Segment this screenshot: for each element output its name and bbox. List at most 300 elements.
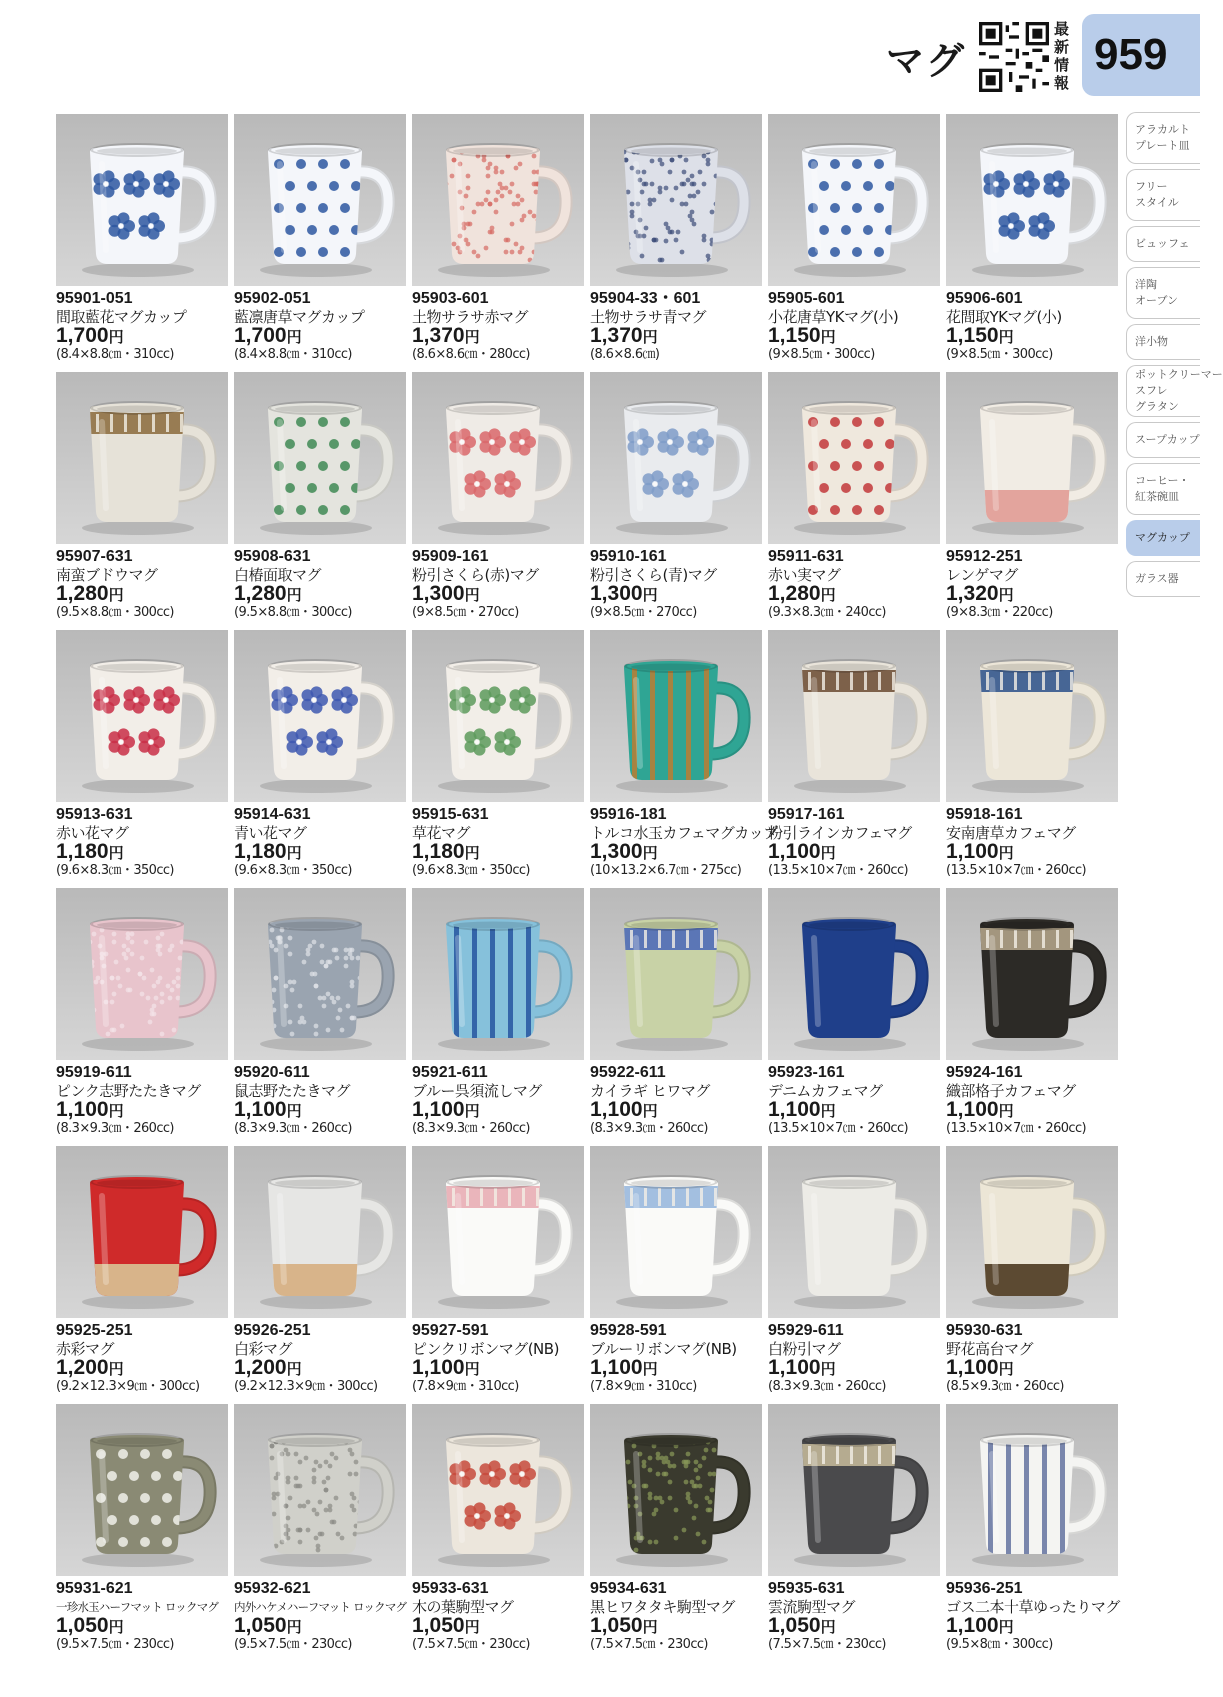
price-value: 1,100 <box>768 1356 821 1379</box>
product-card[interactable] <box>768 372 940 621</box>
price-currency: 円 <box>998 1360 1014 1378</box>
price-currency: 円 <box>464 328 480 346</box>
product-spec: (8.3×9.3㎝・260cc) <box>234 1121 352 1136</box>
product-name: ブルー呉須流しマグ <box>412 1082 542 1100</box>
product-spec: (9.2×12.3×9㎝・300cc) <box>56 1379 200 1394</box>
price-value: 1,100 <box>946 1098 999 1121</box>
product-card[interactable] <box>946 1146 1118 1395</box>
product-price <box>412 326 584 347</box>
product-price <box>234 1616 406 1637</box>
product-card[interactable] <box>946 888 1118 1137</box>
product-spec: (13.5×10×7㎝・260cc) <box>768 1121 908 1136</box>
product-spec: (9.6×8.3㎝・350cc) <box>56 863 174 878</box>
price-currency: 円 <box>464 1618 480 1636</box>
side-tab[interactable] <box>1126 561 1200 597</box>
price-value: 1,100 <box>946 1614 999 1637</box>
price-currency: 円 <box>998 586 1014 604</box>
product-spec: (8.3×9.3㎝・260cc) <box>590 1121 708 1136</box>
product-spec: (8.3×9.3㎝・260cc) <box>768 1379 886 1394</box>
product-photo[interactable] <box>234 1146 406 1318</box>
price-currency: 円 <box>998 328 1014 346</box>
product-price <box>234 1100 406 1121</box>
side-tab[interactable] <box>1126 520 1200 556</box>
side-tab-label: オーブン <box>1135 294 1179 307</box>
product-price <box>946 1358 1118 1379</box>
product-code: 95915-631 <box>412 806 489 823</box>
price-value: 1,100 <box>946 840 999 863</box>
product-name: トルコ水玉カフェマグカップ <box>590 824 778 842</box>
product-name: 粉引さくら(赤)マグ <box>412 566 539 584</box>
product-card[interactable] <box>412 630 584 879</box>
product-price <box>412 1616 584 1637</box>
product-photo[interactable] <box>234 372 406 544</box>
product-photo[interactable] <box>590 630 762 802</box>
side-tab[interactable] <box>1126 365 1223 417</box>
product-spec: (8.6×8.6㎝) <box>590 347 660 362</box>
product-card[interactable] <box>56 114 228 363</box>
product-name: 土物サラサ赤マグ <box>412 308 529 326</box>
product-photo[interactable] <box>590 1404 762 1576</box>
product-card[interactable] <box>946 372 1118 621</box>
side-tab-label: 洋小物 <box>1135 335 1168 348</box>
product-price <box>768 1358 940 1379</box>
product-card[interactable] <box>234 630 406 879</box>
price-currency: 円 <box>464 844 480 862</box>
price-value: 1,700 <box>56 324 109 347</box>
product-spec: (7.5×7.5㎝・230cc) <box>768 1637 886 1652</box>
product-photo[interactable] <box>590 888 762 1060</box>
product-photo[interactable] <box>768 1146 940 1318</box>
side-tab-label: スープカップ <box>1135 433 1200 446</box>
product-name: 安南唐草カフェマグ <box>946 824 1076 842</box>
product-spec: (8.3×9.3㎝・260cc) <box>56 1121 174 1136</box>
product-code: 95917-161 <box>768 806 845 823</box>
product-code: 95936-251 <box>946 1580 1023 1597</box>
price-currency: 円 <box>998 844 1014 862</box>
product-code: 95924-161 <box>946 1064 1023 1081</box>
product-photo[interactable] <box>946 114 1118 286</box>
product-name: 小花唐草YKマグ(小) <box>768 308 899 326</box>
product-code: 95925-251 <box>56 1322 133 1339</box>
product-spec: (9×8.5㎝・270cc) <box>590 605 697 620</box>
product-code: 95911-631 <box>768 548 844 565</box>
price-currency: 円 <box>108 1360 124 1378</box>
product-card[interactable] <box>234 888 406 1137</box>
product-price <box>412 1358 584 1379</box>
product-photo[interactable] <box>946 1404 1118 1576</box>
product-price <box>56 1358 228 1379</box>
product-photo[interactable] <box>56 372 228 544</box>
product-price <box>946 326 1118 347</box>
qr-code-icon[interactable] <box>979 22 1049 92</box>
product-photo[interactable] <box>768 1404 940 1576</box>
product-spec: (8.6×8.6㎝・280cc) <box>412 347 530 362</box>
product-photo[interactable] <box>412 114 584 286</box>
side-tab-label: プレート皿 <box>1135 139 1190 152</box>
product-name: ピンク志野たたきマグ <box>56 1082 201 1100</box>
product-code: 95907-631 <box>56 548 133 565</box>
product-code: 95927-591 <box>412 1322 489 1339</box>
product-spec: (7.5×7.5㎝・230cc) <box>412 1637 530 1652</box>
product-card[interactable] <box>590 888 762 1137</box>
product-photo[interactable] <box>412 372 584 544</box>
price-currency: 円 <box>286 328 302 346</box>
page-number: 959 <box>1094 30 1168 79</box>
price-currency: 円 <box>464 1360 480 1378</box>
product-price <box>234 584 406 605</box>
product-spec: (9.5×8㎝・300cc) <box>946 1637 1053 1652</box>
product-photo[interactable] <box>590 372 762 544</box>
product-photo[interactable] <box>56 1404 228 1576</box>
side-tab-label: ガラス器 <box>1135 572 1179 585</box>
price-currency: 円 <box>286 1102 302 1120</box>
product-price <box>590 1358 762 1379</box>
price-currency: 円 <box>820 1102 836 1120</box>
product-code: 95922-611 <box>590 1064 666 1081</box>
side-tab-label: スタイル <box>1135 196 1179 209</box>
product-name: 間取藍花マグカップ <box>56 308 187 326</box>
price-value: 1,050 <box>590 1614 643 1637</box>
product-photo[interactable] <box>768 630 940 802</box>
product-card[interactable] <box>590 1404 762 1653</box>
product-card[interactable] <box>590 630 778 879</box>
product-code: 95902-051 <box>234 290 311 307</box>
price-currency: 円 <box>642 328 658 346</box>
price-value: 1,100 <box>590 1356 643 1379</box>
price-value: 1,100 <box>590 1098 643 1121</box>
product-card[interactable] <box>412 372 584 621</box>
product-photo[interactable] <box>768 372 940 544</box>
product-name: 織部格子カフェマグ <box>946 1082 1076 1100</box>
product-spec: (9.5×8.8㎝・300cc) <box>234 605 352 620</box>
product-price <box>946 1616 1118 1637</box>
side-tab[interactable] <box>1126 267 1200 319</box>
product-photo[interactable] <box>412 630 584 802</box>
price-currency: 円 <box>286 1360 302 1378</box>
product-code: 95913-631 <box>56 806 133 823</box>
product-name: 雲流駒型マグ <box>768 1598 856 1616</box>
side-tab-label: コーヒー・ <box>1135 474 1190 487</box>
side-tab-label: 洋陶 <box>1135 278 1157 291</box>
price-currency: 円 <box>820 1618 836 1636</box>
product-card[interactable] <box>412 114 584 363</box>
product-name: 野花高台マグ <box>946 1340 1034 1358</box>
product-price <box>234 842 406 863</box>
product-photo[interactable] <box>56 630 228 802</box>
product-name: 青い花マグ <box>234 824 307 842</box>
product-name: 一珍水玉ハーフマット ロックマグ <box>56 1600 219 1614</box>
product-card[interactable] <box>768 888 940 1137</box>
product-card[interactable] <box>946 114 1118 363</box>
price-value: 1,370 <box>412 324 465 347</box>
product-price <box>768 326 940 347</box>
product-code: 95935-631 <box>768 1580 845 1597</box>
price-currency: 円 <box>464 586 480 604</box>
product-photo[interactable] <box>946 372 1118 544</box>
product-code: 95901-051 <box>56 290 133 307</box>
side-tab-label: ポットクリーマー <box>1135 368 1223 381</box>
product-spec: (9.5×8.8㎝・300cc) <box>56 605 174 620</box>
product-photo[interactable] <box>56 888 228 1060</box>
price-currency: 円 <box>108 1618 124 1636</box>
price-value: 1,320 <box>946 582 999 605</box>
price-value: 1,050 <box>234 1614 287 1637</box>
product-price <box>946 584 1118 605</box>
side-tab-label: スフレ <box>1135 384 1168 397</box>
product-spec: (9.2×12.3×9㎝・300cc) <box>234 1379 378 1394</box>
product-price <box>412 1100 584 1121</box>
product-code: 95926-251 <box>234 1322 311 1339</box>
product-price <box>768 842 940 863</box>
product-card[interactable] <box>234 114 406 363</box>
product-code: 95918-161 <box>946 806 1023 823</box>
price-currency: 円 <box>998 1618 1014 1636</box>
price-currency: 円 <box>820 1360 836 1378</box>
side-tab[interactable] <box>1126 463 1200 515</box>
product-price <box>946 842 1118 863</box>
product-photo[interactable] <box>412 888 584 1060</box>
product-card[interactable] <box>56 1404 228 1653</box>
price-value: 1,100 <box>768 1098 821 1121</box>
side-tab[interactable] <box>1126 169 1200 221</box>
product-price <box>590 1616 762 1637</box>
product-card[interactable] <box>412 888 584 1137</box>
product-name: デニムカフェマグ <box>768 1082 883 1100</box>
product-code: 95906-601 <box>946 290 1023 307</box>
price-value: 1,700 <box>234 324 287 347</box>
product-code: 95929-611 <box>768 1322 844 1339</box>
side-tab-label: アラカルト <box>1135 123 1190 136</box>
price-currency: 円 <box>642 844 658 862</box>
product-card[interactable] <box>768 1146 940 1395</box>
product-code: 95909-161 <box>412 548 489 565</box>
latest-info-label: 最 新 情 報 <box>1054 20 1070 92</box>
product-photo[interactable] <box>768 888 940 1060</box>
price-currency: 円 <box>642 1618 658 1636</box>
price-currency: 円 <box>108 586 124 604</box>
product-photo[interactable] <box>234 630 406 802</box>
price-value: 1,280 <box>234 582 287 605</box>
product-card[interactable] <box>946 1404 1118 1653</box>
price-value: 1,200 <box>234 1356 287 1379</box>
side-tab[interactable] <box>1126 112 1200 164</box>
product-card[interactable] <box>56 888 228 1137</box>
price-value: 1,100 <box>412 1098 465 1121</box>
product-card[interactable] <box>590 1146 762 1395</box>
price-value: 1,100 <box>768 840 821 863</box>
price-value: 1,180 <box>234 840 287 863</box>
product-photo[interactable] <box>56 114 228 286</box>
product-price <box>56 584 228 605</box>
page-title: マグ <box>886 38 967 83</box>
product-photo[interactable] <box>946 888 1118 1060</box>
price-value: 1,200 <box>56 1356 109 1379</box>
product-card[interactable] <box>56 1146 228 1395</box>
product-spec: (8.5×9.3㎝・260cc) <box>946 1379 1064 1394</box>
product-name: ゴス二本十草ゆったりマグ <box>946 1598 1120 1616</box>
product-code: 95919-611 <box>56 1064 132 1081</box>
product-card[interactable] <box>768 630 940 879</box>
price-value: 1,050 <box>412 1614 465 1637</box>
product-price <box>768 1100 940 1121</box>
side-tab[interactable] <box>1126 324 1200 360</box>
product-photo[interactable] <box>234 888 406 1060</box>
product-spec: (10×13.2×6.7㎝・275cc) <box>590 863 742 878</box>
price-value: 1,300 <box>412 582 465 605</box>
price-value: 1,280 <box>768 582 821 605</box>
product-code: 95930-631 <box>946 1322 1023 1339</box>
product-photo[interactable] <box>234 1404 406 1576</box>
price-currency: 円 <box>642 586 658 604</box>
product-name: 赤彩マグ <box>56 1340 115 1358</box>
product-code: 95928-591 <box>590 1322 667 1339</box>
product-photo[interactable] <box>412 1404 584 1576</box>
product-code: 95921-611 <box>412 1064 488 1081</box>
product-photo[interactable] <box>946 630 1118 802</box>
product-card[interactable] <box>412 1146 584 1395</box>
product-card[interactable] <box>590 372 762 621</box>
product-price <box>768 584 940 605</box>
product-card[interactable] <box>768 114 940 363</box>
price-value: 1,100 <box>412 1356 465 1379</box>
product-card[interactable] <box>56 372 228 621</box>
price-value: 1,050 <box>768 1614 821 1637</box>
product-card[interactable] <box>590 114 762 363</box>
product-code: 95912-251 <box>946 548 1023 565</box>
price-currency: 円 <box>286 1618 302 1636</box>
product-name: 粉引ラインカフェマグ <box>768 824 912 842</box>
product-photo[interactable] <box>590 114 762 286</box>
product-spec: (7.5×7.5㎝・230cc) <box>590 1637 708 1652</box>
product-price <box>590 326 762 347</box>
price-currency: 円 <box>464 1102 480 1120</box>
side-tab-label: 紅茶碗皿 <box>1135 490 1179 503</box>
product-code: 95932-621 <box>234 1580 311 1597</box>
price-value: 1,150 <box>768 324 821 347</box>
product-photo[interactable] <box>56 1146 228 1318</box>
product-code: 95908-631 <box>234 548 311 565</box>
side-tab[interactable] <box>1126 422 1200 458</box>
price-value: 1,100 <box>946 1356 999 1379</box>
product-card[interactable] <box>234 372 406 621</box>
product-price <box>56 842 228 863</box>
product-code: 95931-621 <box>56 1580 133 1597</box>
product-spec: (9.5×7.5㎝・230cc) <box>234 1637 352 1652</box>
price-value: 1,280 <box>56 582 109 605</box>
product-spec: (7.8×9㎝・310cc) <box>590 1379 697 1394</box>
price-currency: 円 <box>286 586 302 604</box>
product-price <box>412 842 584 863</box>
product-code: 95905-601 <box>768 290 845 307</box>
product-code: 95923-161 <box>768 1064 845 1081</box>
product-name: 白椿面取マグ <box>234 566 322 584</box>
price-currency: 円 <box>108 1102 124 1120</box>
product-price <box>768 1616 940 1637</box>
product-photo[interactable] <box>946 1146 1118 1318</box>
price-value: 1,180 <box>56 840 109 863</box>
product-photo[interactable] <box>412 1146 584 1318</box>
price-value: 1,100 <box>56 1098 109 1121</box>
product-price <box>946 1100 1118 1121</box>
price-value: 1,050 <box>56 1614 109 1637</box>
price-value: 1,150 <box>946 324 999 347</box>
product-spec: (8.4×8.8㎝・310cc) <box>56 347 174 362</box>
product-name: 木の葉駒型マグ <box>412 1598 514 1616</box>
price-value: 1,300 <box>590 840 643 863</box>
product-photo[interactable] <box>234 114 406 286</box>
product-spec: (9.5×7.5㎝・230cc) <box>56 1637 174 1652</box>
product-name: レンゲマグ <box>946 566 1018 584</box>
product-spec: (9.6×8.3㎝・350cc) <box>412 863 530 878</box>
price-currency: 円 <box>642 1360 658 1378</box>
product-name: 黒ヒワタタキ駒型マグ <box>590 1598 735 1616</box>
product-name: 赤い実マグ <box>768 566 841 584</box>
product-price <box>590 1100 762 1121</box>
price-value: 1,100 <box>234 1098 287 1121</box>
product-spec: (9×8.3㎝・220cc) <box>946 605 1053 620</box>
product-spec: (8.4×8.8㎝・310cc) <box>234 347 352 362</box>
product-name: 鼠志野たたきマグ <box>234 1082 351 1100</box>
product-code: 95920-611 <box>234 1064 310 1081</box>
product-card[interactable] <box>412 1404 584 1653</box>
product-name: 内外ハケメハーフマット ロックマグ <box>234 1600 407 1614</box>
product-photo[interactable] <box>590 1146 762 1318</box>
product-card[interactable] <box>946 630 1118 879</box>
price-currency: 円 <box>642 1102 658 1120</box>
product-name: 草花マグ <box>412 824 471 842</box>
product-price <box>590 584 762 605</box>
product-photo[interactable] <box>768 114 940 286</box>
product-code: 95914-631 <box>234 806 311 823</box>
product-name: カイラギ ヒワマグ <box>590 1082 710 1100</box>
product-name: 白粉引マグ <box>768 1340 841 1358</box>
product-card[interactable] <box>768 1404 940 1653</box>
price-currency: 円 <box>108 328 124 346</box>
product-spec: (9.3×8.3㎝・240cc) <box>768 605 886 620</box>
side-tab[interactable] <box>1126 226 1200 262</box>
product-code: 95903-601 <box>412 290 489 307</box>
product-name: 藍凛唐草マグカップ <box>234 308 365 326</box>
product-code: 95910-161 <box>590 548 667 565</box>
product-spec: (13.5×10×7㎝・260cc) <box>768 863 908 878</box>
product-card[interactable] <box>56 630 228 879</box>
price-value: 1,370 <box>590 324 643 347</box>
side-tab-label: グラタン <box>1135 400 1179 413</box>
side-tab-label: マグカップ <box>1135 531 1190 544</box>
product-card[interactable] <box>234 1146 406 1395</box>
product-name: 花間取YKマグ(小) <box>946 308 1062 326</box>
product-code: 95916-181 <box>590 806 667 823</box>
product-price <box>234 1358 406 1379</box>
price-currency: 円 <box>108 844 124 862</box>
side-tab-label: ビュッフェ <box>1135 237 1190 250</box>
price-value: 1,180 <box>412 840 465 863</box>
product-price <box>56 326 228 347</box>
category-side-tabs <box>1126 112 1223 602</box>
product-name: ブルーリボンマグ(NB) <box>590 1340 737 1358</box>
product-name: ピンクリボンマグ(NB) <box>412 1340 559 1358</box>
product-card[interactable] <box>234 1404 406 1653</box>
price-currency: 円 <box>820 328 836 346</box>
product-spec: (9×8.5㎝・300cc) <box>946 347 1053 362</box>
side-tab-label: フリー <box>1135 180 1168 193</box>
product-code: 95933-631 <box>412 1580 489 1597</box>
product-name: 赤い花マグ <box>56 824 129 842</box>
product-name: 白彩マグ <box>234 1340 293 1358</box>
price-currency: 円 <box>286 844 302 862</box>
product-code: 95904-33・601 <box>590 290 701 307</box>
product-price <box>590 842 762 863</box>
